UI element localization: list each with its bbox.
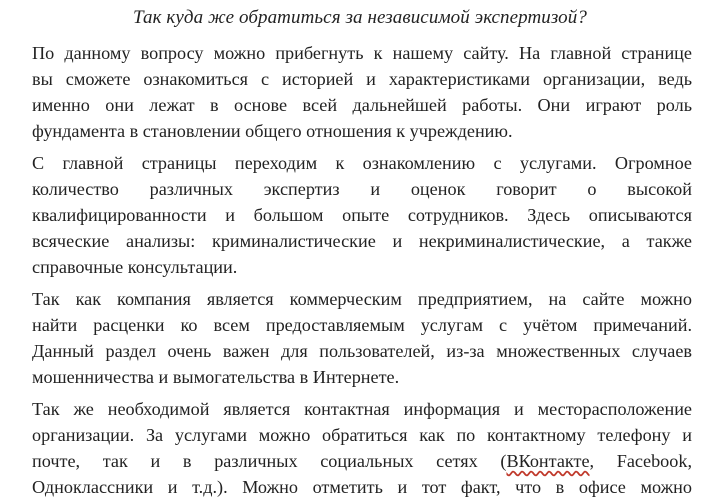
paragraph-line: именно они лежат в основе всей дальнейшей работы. Они играют роль bbox=[32, 95, 692, 115]
paragraph-line: Одноклассники и т.д.). Можно отметить и тот факт, что в офисе можно bbox=[32, 477, 692, 497]
paragraph-services bbox=[32, 150, 692, 280]
paragraph-line: вы сможете ознакомиться с историей и характеристиками организации, ведь bbox=[32, 69, 692, 89]
paragraph-line: найти расценки ко всем предоставляемым услугам с учётом примечаний. bbox=[32, 315, 692, 335]
line-text: , Facebook, bbox=[589, 451, 692, 471]
paragraph-line: квалифицированности и большом опыте сотрудников. Здесь описываются bbox=[32, 205, 692, 225]
paragraph-line: фундамента в становлении общего отношения к учреждению. bbox=[32, 121, 513, 141]
paragraph-line: По данному вопросу можно прибегнуть к нашему сайту. На главной странице bbox=[32, 43, 692, 63]
paragraph-line-mixed bbox=[32, 448, 692, 474]
paragraph-line: количество различных экспертиз и оценок говорит о высокой bbox=[32, 179, 692, 199]
paragraph-prices bbox=[32, 286, 692, 390]
vkontakte-link[interactable]: ВКонтакте bbox=[506, 451, 590, 471]
paragraph-line: справочные консультации. bbox=[32, 257, 238, 277]
paragraph-line: всяческие анализы: криминалистические и некриминалистические, а также bbox=[32, 231, 692, 251]
paragraph-line: Так же необходимой является контактная информация и месторасположение bbox=[32, 399, 692, 419]
paragraph-line: Так как компания является коммерческим предприятием, на сайте можно bbox=[32, 289, 692, 309]
line-text: почте, так и в различных социальных сетях ( bbox=[32, 451, 507, 471]
paragraph-site bbox=[32, 40, 692, 144]
paragraph-line: С главной страницы переходим к ознакомлению с услугами. Огромное bbox=[32, 153, 692, 173]
section-heading: Так куда же обратиться за независимой экспертизой? bbox=[133, 7, 587, 28]
paragraph-line: мошенничества и вымогательства в Интернете. bbox=[32, 367, 400, 387]
paragraph-line: Данный раздел очень важен для пользователей, из-за множественных случаев bbox=[32, 341, 692, 361]
paragraph-line: организации. За услугами можно обратиться как по контактному телефону и bbox=[32, 425, 692, 445]
paragraph-contacts bbox=[32, 396, 692, 500]
